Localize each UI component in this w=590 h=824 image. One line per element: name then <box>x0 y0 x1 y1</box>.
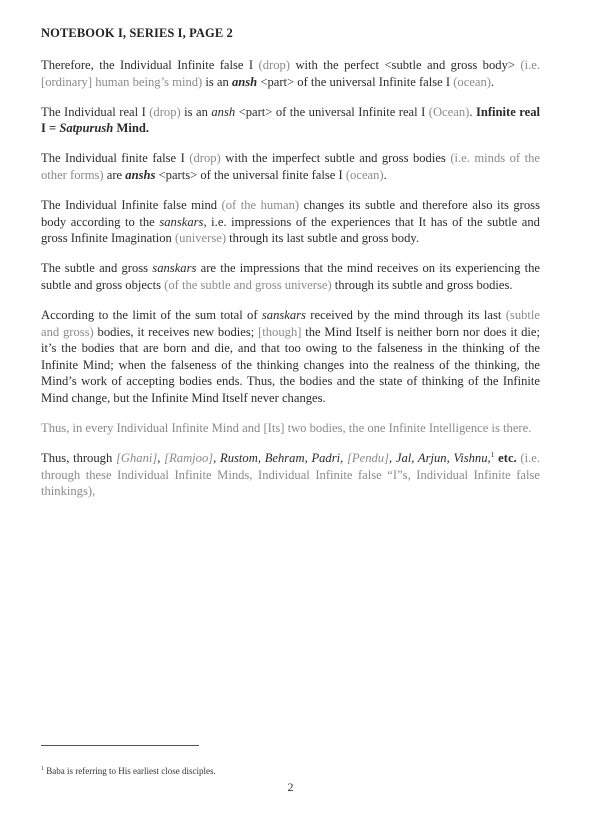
text: Thus, through <box>41 451 116 466</box>
text: <part> of the universal Infinite real I <box>235 104 429 119</box>
text: . <box>383 167 387 182</box>
text: Thus, in every Individual Infinite Mind and <box>41 421 264 436</box>
text: <part> of the universal Infinite false I <box>257 74 454 89</box>
term: ansh <box>211 104 236 119</box>
document-page <box>41 0 540 824</box>
text: The Individual finite false I <box>41 151 190 166</box>
text: . <box>491 74 495 89</box>
annotation: [Ghani] <box>115 451 158 466</box>
footnote-rule <box>41 745 199 746</box>
text: changes its subtle and therefore also its gross body according to the <box>41 198 540 229</box>
text: etc. <box>494 451 521 466</box>
text: are <box>103 167 126 182</box>
text: through its subtle and gross bodies. <box>331 277 513 292</box>
paragraph-8 <box>41 450 540 500</box>
page-heading: NOTEBOOK I, SERIES I, PAGE 2 <box>41 26 233 40</box>
annotation: (drop) <box>258 58 291 72</box>
text: According to the limit of the sum total of <box>41 308 262 323</box>
annotation: (drop) <box>149 104 181 119</box>
annotation: [Ramjoo] <box>164 451 214 466</box>
term: sanskars <box>152 261 197 276</box>
annotation: (i.e. [ordinary] human being’s mind) <box>41 58 540 89</box>
annotation: (ocean) <box>345 167 384 182</box>
text: through its last subtle and gross body. <box>226 231 420 246</box>
footnote-mark: 1 <box>41 766 44 772</box>
annotation: (ocean) <box>453 74 491 89</box>
annotation: (Ocean) <box>428 104 470 119</box>
term: ansh <box>231 74 258 89</box>
text: . <box>469 104 476 119</box>
paragraph-7 <box>41 420 540 437</box>
term: anshs <box>125 167 156 182</box>
term: sanskars <box>159 214 204 229</box>
term: Satpurush <box>59 121 114 136</box>
text: the Mind Itself is neither born nor does it die; it’s the bodies that are born and die, and that too owing to the falseness in the thinking of the Infinite Mind; when the falseness of the thinking changes into the realness of the thinking, the Mind’s work of accepting bodies ends. Thus, the bodies and the state of thinking of the Infinite Mind change, but the Infinite Mind Itself never changes. <box>41 324 540 405</box>
names: , Rustom, Behram, Padri, <box>213 451 348 466</box>
text: with the imperfect subtle and gross bodies <box>220 151 451 166</box>
text: are the impressions that the mind receives on its experiencing the subtle and gross objects <box>41 261 540 292</box>
text: The Individual real I <box>41 104 150 119</box>
text: two bodies, the one Infinite Intelligence is there. <box>284 421 532 436</box>
annotation: (subtle and gross) <box>41 308 540 339</box>
page-number: 2 <box>287 780 294 794</box>
paragraph-5 <box>41 260 540 293</box>
paragraph-4 <box>41 197 540 247</box>
footnote-ref: 1 <box>490 450 495 459</box>
text: Therefore, the Individual Infinite false I <box>41 58 259 72</box>
annotation: (i.e. through these Individual Infinite Minds, Individual Infinite false “I”s, Individual Infinite false thinkings), <box>41 451 541 499</box>
text: The subtle and gross <box>41 261 153 276</box>
emphasis: Mind. <box>113 121 149 136</box>
text: , i.e. impressions of the experiences that It has of the subtle and gross Infinite Imagination <box>41 214 540 246</box>
annotation: [Pendu] <box>347 451 389 466</box>
annotation: (universe) <box>174 231 227 246</box>
footnote-text: Baba is referring to His earliest close disciples. <box>44 766 216 776</box>
text: with the perfect <subtle and gross body> <box>290 58 521 72</box>
text: bodies, it receives new bodies; <box>93 324 259 339</box>
names: , Jal, Arjun, Vishnu, <box>389 451 491 466</box>
paragraph-6 <box>41 307 540 407</box>
text: The Individual Infinite false mind <box>41 198 222 213</box>
document-body <box>41 57 540 513</box>
annotation: [though] <box>258 324 302 339</box>
paragraph-3 <box>41 150 540 183</box>
emphasis: Infinite real I = <box>41 104 541 136</box>
annotation: (i.e. minds of the other forms) <box>41 151 540 182</box>
text: , <box>157 451 165 466</box>
annotation: (drop) <box>189 151 221 166</box>
text: is an <box>180 104 212 119</box>
annotation: (of the subtle and gross universe) <box>164 277 332 292</box>
text: <parts> of the universal finite false I <box>155 167 346 182</box>
footnote <box>41 766 216 776</box>
paragraph-1 <box>41 57 540 90</box>
text: received by the mind through its last <box>305 308 506 323</box>
text: is an <box>202 74 232 89</box>
annotation: [Its] <box>263 421 285 436</box>
term: sanskars <box>261 308 306 323</box>
paragraph-2 <box>41 104 540 137</box>
annotation: (of the human) <box>221 198 300 213</box>
